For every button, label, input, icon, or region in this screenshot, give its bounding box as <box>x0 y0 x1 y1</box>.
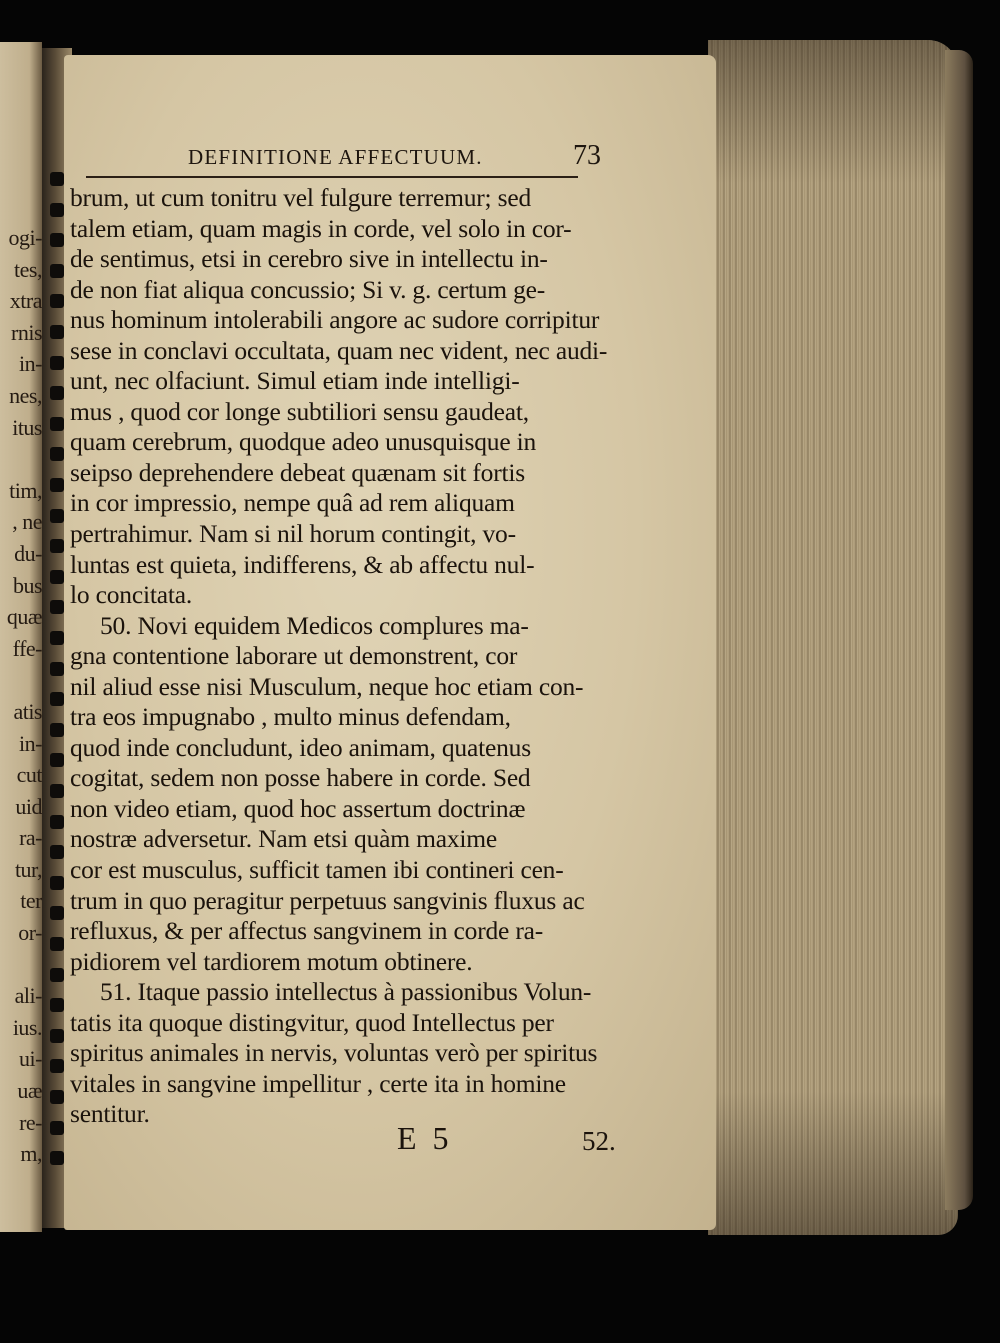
gutter-mark <box>50 998 64 1012</box>
facing-line-fragment: itus <box>12 414 42 440</box>
text-line: seipso deprehendere debeat quænam sit fortis <box>70 457 526 487</box>
facing-line-fragment: tim, <box>9 477 42 503</box>
gutter-mark <box>50 233 64 247</box>
signature-mark: E 5 <box>397 1120 453 1156</box>
facing-line-fragment: in- <box>19 730 42 756</box>
text-line: nostræ adversetur. Nam etsi quàm maxime <box>70 824 498 854</box>
gutter-mark <box>50 447 64 461</box>
gutter-mark <box>50 815 64 829</box>
facing-line-fragment: ter <box>20 888 42 914</box>
facing-line-fragment: ius. <box>12 1014 42 1040</box>
facing-page-line-endings <box>0 222 42 1170</box>
facing-line-fragment: , ne <box>12 509 42 535</box>
text-line: mus , quod cor longe subtiliori sensu gaudeat, <box>70 396 529 426</box>
text-line: lo concitata. <box>70 580 193 610</box>
gutter-mark <box>50 662 64 676</box>
gutter-mark <box>50 264 64 278</box>
facing-line-fragment: quæ <box>6 604 42 630</box>
running-head: DEFINITIONE AFFECTUUM. <box>188 145 483 169</box>
text-line: non video etiam, quod hoc assertum doctrinæ <box>70 793 526 823</box>
gutter-mark <box>50 937 64 951</box>
facing-line-fragment: cut <box>16 762 42 788</box>
gutter-mark <box>50 723 64 737</box>
gutter-mark <box>50 1151 64 1165</box>
text-line: cor est musculus, sufficit tamen ibi contineri cen- <box>70 855 564 885</box>
gutter-mark <box>50 876 64 890</box>
facing-line-fragment <box>0 443 42 475</box>
text-line: luntas est quieta, indifferens, & ab affectu nul- <box>70 549 535 579</box>
facing-line-fragment: ui- <box>19 1046 42 1072</box>
facing-page-edge <box>0 42 42 1232</box>
text-line: tra eos impugnabo , multo minus defendam, <box>70 702 511 732</box>
text-line: tatis ita quoque distingvitur, quod Intellectus per <box>70 1007 554 1037</box>
gutter-mark <box>50 600 64 614</box>
facing-line-fragment: re- <box>19 1109 42 1135</box>
gutter-mark <box>50 631 64 645</box>
gutter-mark <box>50 753 64 767</box>
facing-line-fragment: xtra <box>9 288 42 314</box>
facing-line-fragment: ffe- <box>12 635 42 661</box>
facing-line-fragment: ra- <box>19 825 42 851</box>
facing-line-fragment: ali- <box>14 983 42 1009</box>
facing-line-fragment: uid <box>15 793 42 819</box>
text-line: nus hominum intolerabili angore ac sudore corripitur <box>70 305 600 335</box>
text-line: in cor impressio, nempe quâ ad rem aliquam <box>70 488 515 518</box>
gutter-mark <box>50 203 64 217</box>
facing-line-fragment: bus <box>12 572 42 598</box>
facing-line-fragment: du- <box>14 540 42 566</box>
body-text <box>70 183 630 1130</box>
facing-line-fragment <box>0 664 42 696</box>
text-line: pertrahimur. Nam si nil horum contingit, vo- <box>70 519 516 549</box>
gutter-mark <box>50 906 64 920</box>
text-line: quod inde concludunt, ideo animam, quatenus <box>70 732 531 762</box>
gutter-mark <box>50 417 64 431</box>
text-line: de non fiat aliqua concussio; Si v. g. certum ge- <box>70 274 546 304</box>
facing-line-fragment: in- <box>19 351 42 377</box>
catchword: 52. <box>582 1126 616 1156</box>
text-line: refluxus, & per affectus sangvinem in corde ra- <box>70 916 544 946</box>
gutter-mark <box>50 509 64 523</box>
facing-line-fragment: ogi- <box>8 225 42 250</box>
gutter-mark <box>50 325 64 339</box>
facing-line-fragment: tur, <box>14 856 42 882</box>
facing-line-fragment: atis <box>13 698 42 724</box>
gutter-mark <box>50 1059 64 1073</box>
text-line: nil aliud esse nisi Musculum, neque hoc etiam con- <box>70 671 584 701</box>
facing-line-fragment <box>0 949 42 981</box>
text-line: sese in conclavi occultata, quam nec vident, nec audi- <box>70 335 608 365</box>
facing-line-fragment: or- <box>18 920 42 946</box>
text-line: spiritus animales in nervis, voluntas verò per spiritus <box>70 1038 598 1068</box>
facing-line-fragment: uæ <box>17 1078 42 1104</box>
gutter-mark <box>50 172 64 186</box>
gutter-mark <box>50 1090 64 1104</box>
text-line: quam cerebrum, quodque adeo unusquisque in <box>70 427 537 457</box>
facing-line-fragment: nes, <box>9 382 42 408</box>
gutter-mark <box>50 570 64 584</box>
text-line: gna contentione laborare ut demonstrent, cor <box>70 641 518 671</box>
text-line: 50. Novi equidem Medicos complures ma- <box>100 610 529 640</box>
header-rule <box>86 176 578 178</box>
text-line: 51. Itaque passio intellectus à passionibus Volun- <box>100 977 592 1007</box>
book-cover-edge <box>945 50 973 1210</box>
facing-line-fragment: m, <box>20 1141 42 1167</box>
gutter-mark <box>50 968 64 982</box>
text-line: talem etiam, quam magis in corde, vel solo in cor- <box>70 213 572 243</box>
facing-line-fragment: tes, <box>14 256 42 282</box>
gutter-mark <box>50 294 64 308</box>
facing-line-fragment: rnis <box>11 319 42 345</box>
text-line: vitales in sangvine impellitur , certe ita in homine <box>70 1068 566 1098</box>
gutter-mark <box>50 784 64 798</box>
text-line: sentitur. <box>70 1099 150 1129</box>
gutter-mark <box>50 386 64 400</box>
text-line: pidiorem vel tardiorem motum obtinere. <box>70 946 473 976</box>
gutter-mark <box>50 1029 64 1043</box>
page-block-shadow <box>708 40 958 1235</box>
text-line: cogitat, sedem non posse habere in corde. Sed <box>70 763 531 793</box>
gutter-mark <box>50 356 64 370</box>
text-line: brum, ut cum tonitru vel fulgure terremur; sed <box>70 183 532 212</box>
text-line: trum in quo peragitur perpetuus sangvinis fluxus ac <box>70 885 585 915</box>
text-line: unt, nec olfaciunt. Simul etiam inde intelligi- <box>70 366 520 396</box>
gutter-mark <box>50 539 64 553</box>
gutter-mark <box>50 692 64 706</box>
gutter-mark <box>50 1121 64 1135</box>
gutter-mark <box>50 845 64 859</box>
text-line: de sentimus, etsi in cerebro sive in intellectu in- <box>70 244 548 274</box>
gutter-mark <box>50 478 64 492</box>
page-number: 73 <box>573 140 601 171</box>
